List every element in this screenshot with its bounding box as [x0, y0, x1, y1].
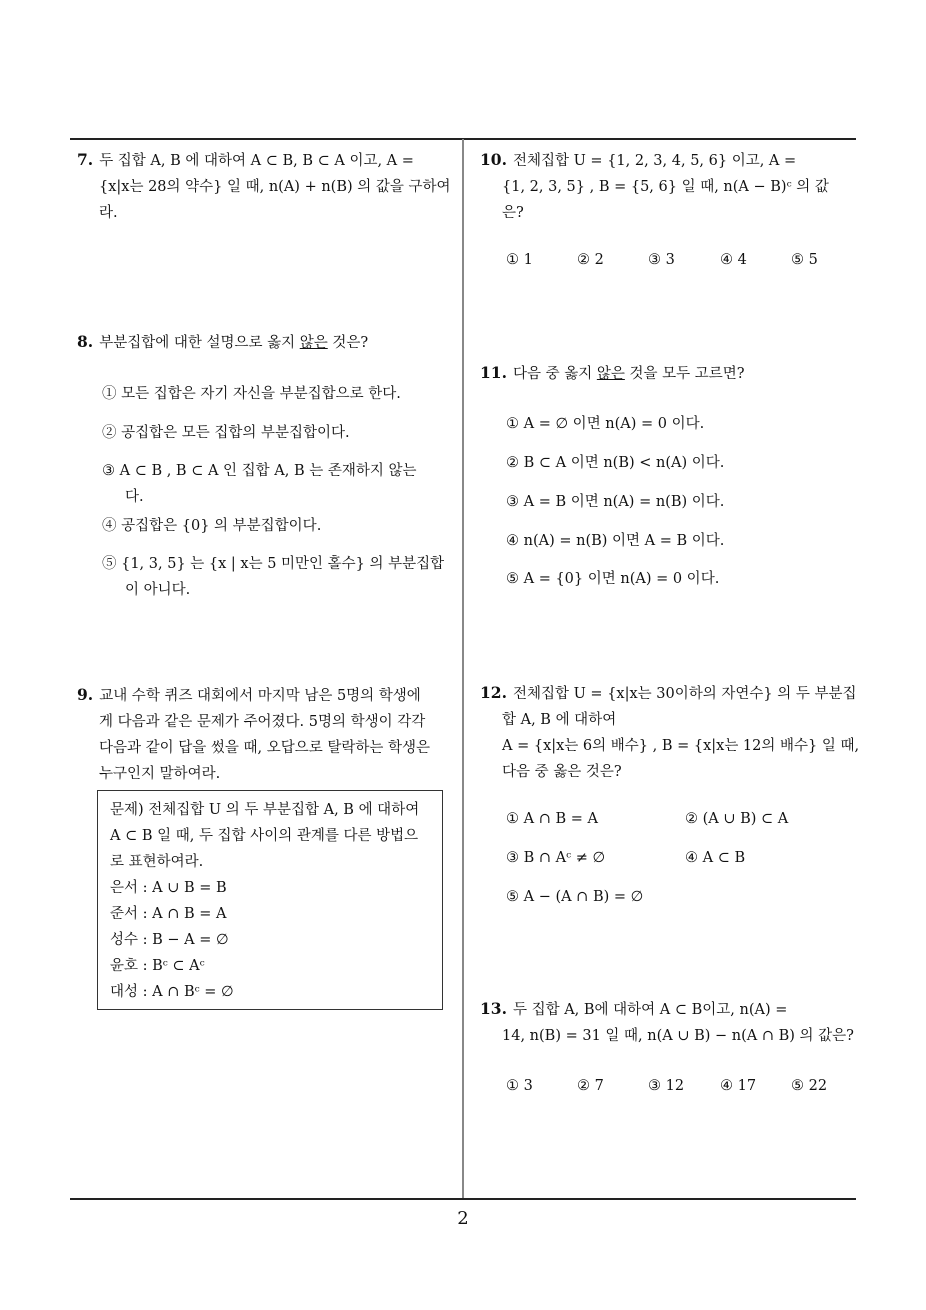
option-1[interactable]: ① A = ∅ 이면 n(A) = 0 이다. — [506, 416, 705, 432]
option-5[interactable]: ⑤ {1, 3, 5} 는 {x | x는 5 미만인 홀수} 의 부분집합 — [102, 556, 445, 572]
question-text: A = {x|x는 6의 배수} , B = {x|x는 12의 배수} 일 때, — [502, 738, 860, 754]
option-3[interactable]: ③ 3 — [648, 252, 675, 268]
question-text: 두 집합 A, B 에 대하여 A ⊂ B, B ⊂ A 이고, A = — [99, 153, 414, 169]
question-number: 8. — [77, 332, 94, 351]
option-1[interactable]: ① A ∩ B = A — [506, 811, 598, 827]
box-line: 로 표현하여라. — [110, 854, 204, 870]
question-text: 합 A, B 에 대하여 — [502, 712, 617, 728]
question-text: 전체집합 U = {1, 2, 3, 4, 5, 6} 이고, A = — [512, 153, 797, 169]
question-text: 누구인지 말하여라. — [99, 766, 221, 782]
option-2[interactable]: ② (A ∪ B) ⊂ A — [685, 811, 789, 827]
question-text: 라. — [99, 205, 118, 221]
problem-box — [97, 790, 443, 1010]
question-11 — [480, 360, 860, 387]
question-text: {x|x는 28의 약수} 일 때, n(A) + n(B) 의 값을 구하여 — [99, 179, 451, 195]
option-3-cont: 다. — [125, 489, 144, 505]
underlined-word: 않은 — [299, 335, 328, 351]
option-2[interactable]: ② B ⊂ A 이면 n(B) < n(A) 이다. — [506, 455, 725, 471]
question-number: 13. — [480, 999, 507, 1018]
option-4[interactable]: ④ 공집합은 {0} 의 부분집합이다. — [102, 518, 322, 534]
answer-junseo: 준서 : A ∩ B = A — [110, 906, 227, 922]
answer-yunho: 윤호 : Bᶜ ⊂ Aᶜ — [110, 958, 205, 974]
option-3[interactable]: ③ A ⊂ B , B ⊂ A 인 집합 A, B 는 존재하지 않는 — [102, 463, 417, 479]
question-number: 9. — [77, 685, 94, 704]
box-line: 문제) 전체집합 U 의 두 부분집합 A, B 에 대하여 — [110, 802, 420, 818]
question-number: 7. — [77, 150, 94, 169]
answer-daeseong: 대성 : A ∩ Bᶜ = ∅ — [110, 984, 234, 1000]
option-3[interactable]: ③ 12 — [648, 1078, 685, 1094]
question-text: 다음 중 옳지 — [512, 366, 597, 382]
option-2[interactable]: ② 7 — [577, 1078, 604, 1094]
box-line: A ⊂ B 일 때, 두 집합 사이의 관계를 다른 방법으 — [110, 828, 419, 844]
answer-seongsu: 성수 : B − A = ∅ — [110, 932, 229, 948]
option-5-cont: 이 아니다. — [125, 582, 191, 598]
question-text: 14, n(B) = 31 일 때, n(A ∪ B) − n(A ∩ B) 의 값은? — [502, 1028, 854, 1044]
question-9 — [77, 682, 462, 787]
option-5[interactable]: ⑤ 22 — [791, 1078, 828, 1094]
question-7 — [77, 147, 457, 226]
option-3[interactable]: ③ A = B 이면 n(A) = n(B) 이다. — [506, 494, 725, 510]
option-4[interactable]: ④ 17 — [720, 1078, 757, 1094]
question-text: 두 집합 A, B에 대하여 A ⊂ B이고, n(A) = — [512, 1002, 788, 1018]
answer-eunseo: 은서 : A ∪ B = B — [110, 880, 227, 896]
question-text: 전체집합 U = {x|x는 30이하의 자연수} 의 두 부분집 — [512, 686, 857, 702]
option-5[interactable]: ⑤ 5 — [791, 252, 818, 268]
column-divider — [462, 139, 464, 1199]
page-number: 2 — [457, 1208, 469, 1229]
option-4[interactable]: ④ n(A) = n(B) 이면 A = B 이다. — [506, 533, 725, 549]
option-3[interactable]: ③ B ∩ Aᶜ ≠ ∅ — [506, 850, 606, 866]
option-1[interactable]: ① 1 — [506, 252, 533, 268]
question-number: 12. — [480, 683, 507, 702]
question-number: 11. — [480, 363, 507, 382]
option-4[interactable]: ④ A ⊂ B — [685, 850, 746, 866]
question-text: 게 다음과 같은 문제가 주어졌다. 5명의 학생이 각각 — [99, 714, 426, 730]
question-text: 것을 모두 고르면? — [624, 366, 745, 382]
question-text: 은? — [502, 205, 524, 221]
question-8 — [77, 329, 457, 356]
question-text: {1, 2, 3, 5} , B = {5, 6} 일 때, n(A − B)ᶜ 의 값 — [502, 179, 829, 195]
question-text: 것은? — [327, 335, 369, 351]
underlined-word: 않은 — [596, 366, 625, 382]
question-12 — [480, 680, 862, 785]
question-text: 다음 중 옳은 것은? — [502, 764, 622, 780]
question-number: 10. — [480, 150, 507, 169]
option-1[interactable]: ① 3 — [506, 1078, 533, 1094]
option-5[interactable]: ⑤ A = {0} 이면 n(A) = 0 이다. — [506, 571, 720, 587]
question-text: 교내 수학 퀴즈 대회에서 마지막 남은 5명의 학생에 — [99, 688, 421, 704]
question-10 — [480, 147, 860, 226]
option-4[interactable]: ④ 4 — [720, 252, 747, 268]
option-2[interactable]: ② 공집합은 모든 집합의 부분집합이다. — [102, 425, 350, 441]
question-13 — [480, 996, 862, 1049]
option-2[interactable]: ② 2 — [577, 252, 604, 268]
option-5[interactable]: ⑤ A − (A ∩ B) = ∅ — [506, 889, 644, 905]
question-text: 부분집합에 대한 설명으로 옳지 — [99, 335, 300, 351]
question-text: 다음과 같이 답을 썼을 때, 오답으로 탈락하는 학생은 — [99, 740, 431, 756]
bottom-rule — [70, 1198, 856, 1200]
option-1[interactable]: ① 모든 집합은 자기 자신을 부분집합으로 한다. — [102, 386, 401, 402]
